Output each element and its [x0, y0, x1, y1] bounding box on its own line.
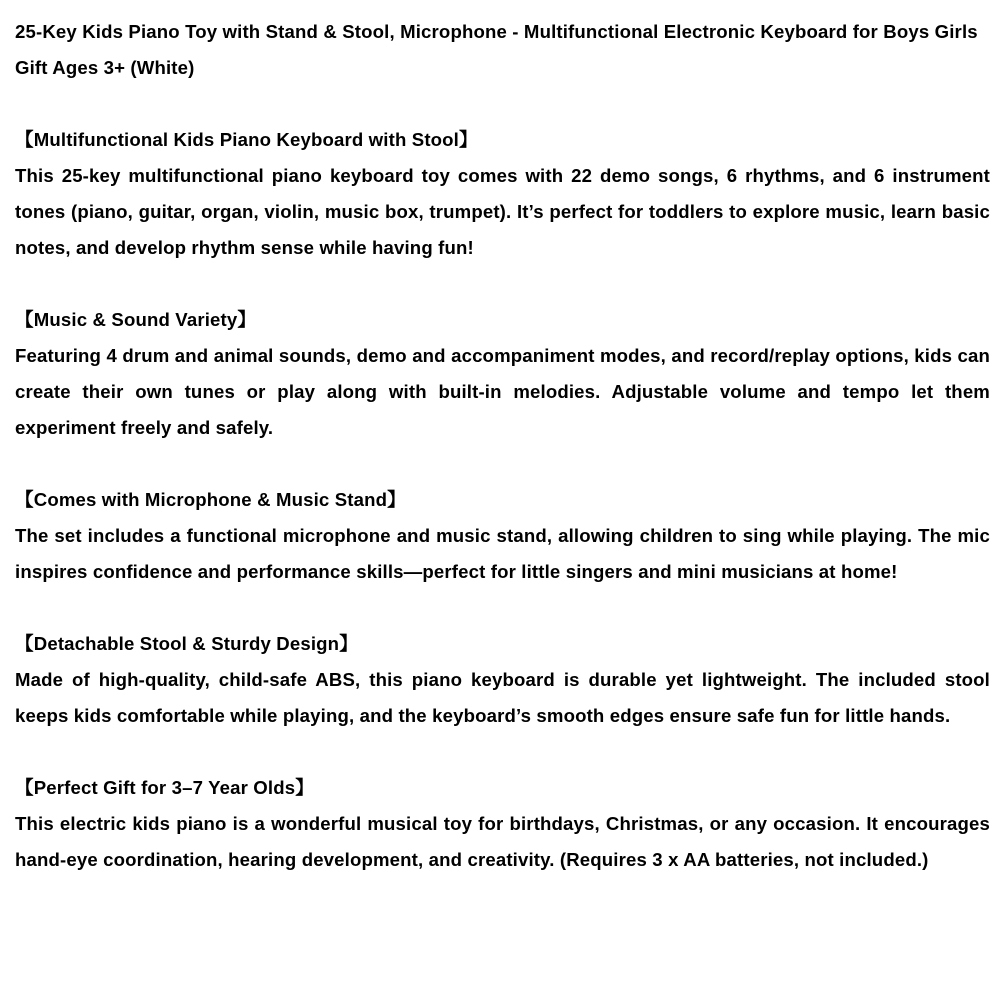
- section-stool-design: [15, 626, 990, 734]
- section-microphone-stand: [15, 482, 990, 590]
- section-body: This 25-key multifunctional piano keyboard toy comes with 22 demo songs, 6 rhythms, and 6 instrument tones (piano, guitar, organ, violin, music box, trumpet). It’s perfect for toddlers to explore music, learn basic notes, and develop rhythm sense while having fun!: [15, 165, 990, 258]
- section-multifunctional: [15, 122, 990, 266]
- section-body: This electric kids piano is a wonderful musical toy for birthdays, Christmas, or any occasion. It encourages hand-eye coordination, hearing development, and creativity. (Requires 3 x AA batteries, not included.): [15, 813, 990, 870]
- section-heading: 【Comes with Microphone & Music Stand】: [15, 489, 406, 510]
- product-description: [15, 14, 990, 914]
- section-body: Made of high-quality, child-safe ABS, this piano keyboard is durable yet lightweight. The included stool keeps kids comfortable while playing, and the keyboard’s smooth edges ensure safe fun for little hands.: [15, 669, 990, 726]
- section-heading: 【Music & Sound Variety】: [15, 309, 257, 330]
- section-body: Featuring 4 drum and animal sounds, demo and accompaniment modes, and record/replay options, kids can create their own tunes or play along with built-in melodies. Adjustable volume and tempo let them experiment freely and safely.: [15, 345, 990, 438]
- section-body: The set includes a functional microphone and music stand, allowing children to sing while playing. The mic inspires confidence and performance skills—perfect for little singers and mini musicians at home!: [15, 525, 990, 582]
- product-title: 25-Key Kids Piano Toy with Stand & Stool, Microphone - Multifunctional Electronic Keyboard for Boys Girls Gift Ages 3+ (White): [15, 21, 978, 78]
- section-heading: 【Multifunctional Kids Piano Keyboard with Stool】: [15, 129, 478, 150]
- section-perfect-gift: [15, 770, 990, 878]
- section-heading: 【Perfect Gift for 3–7 Year Olds】: [15, 777, 314, 798]
- section-music-sound: [15, 302, 990, 446]
- section-heading: 【Detachable Stool & Sturdy Design】: [15, 633, 358, 654]
